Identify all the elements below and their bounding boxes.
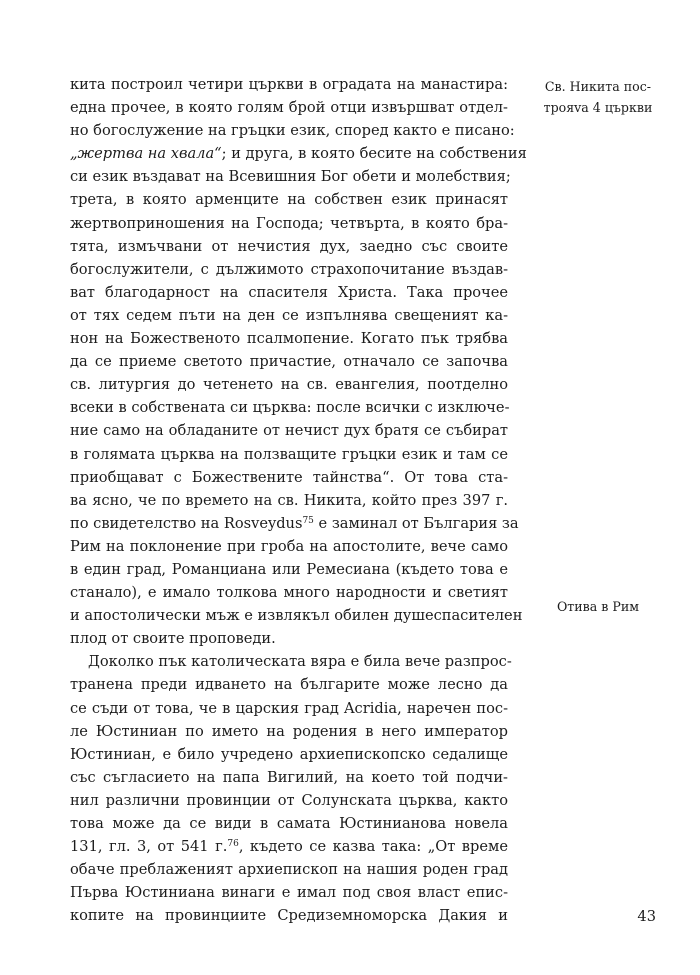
text-line: обаче преблаженият архиепископ на нашия роден град <box>70 861 508 879</box>
text-line: от тях седем пъти на ден се изпълнява свещеният ка- <box>70 306 508 324</box>
text-span: е заминал от България за <box>313 514 519 532</box>
text-line: и апостолически мъж е извлякъл обилен душеспасителен <box>70 607 523 625</box>
text-line: да се приеме светото причастие, отначало се започва <box>70 353 508 371</box>
text-line: станало), е имало толкова много народности и светият <box>70 584 508 602</box>
footnote-ref-76[interactable]: 76 <box>227 839 239 850</box>
text-line: Рим на поклонение при гроба на апостолите, вече само <box>70 537 508 555</box>
margin-note-line: Отива в Рим <box>556 599 640 614</box>
text-line: със съгласието на папа Вигилий, на което той подчи- <box>70 768 508 786</box>
text-line <box>70 835 508 858</box>
text-line: си език въздават на Всевишния Бог обети и молебствия; <box>70 168 511 186</box>
text-line: тята, измъчвани от нечистия дух, заедно със своите <box>70 237 508 255</box>
text-line: приобщават с Божествените тайнства“. От това ста- <box>70 468 508 486</box>
text-line: всеки в собствената си църква: после всички с изключе- <box>70 399 510 417</box>
text-line: в един град, Романциана или Ремесиана (където това е <box>70 560 508 578</box>
margin-note-line: трояva 4 църкви <box>543 100 653 115</box>
text-line: това може да се види в самата Юстинианова новела <box>70 815 508 832</box>
text-line: ват благодарност на спасителя Христа. Така прочее <box>70 283 508 301</box>
text-span: , където се казва така: „От време <box>238 838 508 856</box>
quote-italic: „жертва на хвала“ <box>70 145 222 163</box>
text-line: но богослужение на гръцки език, според както е писано: <box>70 122 515 140</box>
margin-note-line: Св. Никита пос- <box>544 79 652 94</box>
text-line: св. литургия до четенето на св. евангелия, поотделно <box>70 376 508 394</box>
text-line: се съди от това, че в царския град Acridia, наречен пос- <box>70 699 508 717</box>
text-line: ва ясно, че по времето на св. Никита, който през 397 г. <box>70 491 508 509</box>
text-line <box>70 142 527 165</box>
text-line: една прочее, в която голям брой отци извършват отдел- <box>70 99 508 117</box>
footnote-ref-75[interactable]: 75 <box>302 515 314 526</box>
text-line: копите на провинциите Средиземноморска Дакия и <box>70 907 508 925</box>
text-line: нил различни провинции от Солунската църква, както <box>70 791 508 809</box>
text-line: Първа Юстиниана винаги е имал под своя власт епис- <box>70 884 508 902</box>
margin-note-nikita-churches <box>524 76 672 118</box>
text-line: трета, в която арменците на собствен език принасят <box>70 191 508 209</box>
text-line: ние само на обладаните от нечист дух братя се събират <box>70 422 508 440</box>
page-number: 43 <box>637 908 656 925</box>
text-line: Доколко пък католическата вяра е била вече разпрос- <box>88 653 512 671</box>
paragraph-1 <box>70 73 527 650</box>
text-line: транена преди идването на българите може лесно да <box>70 676 508 694</box>
text-line: жертвоприношения на Господа; четвърта, в която бра- <box>70 214 508 232</box>
text-line: нон на Божественото псалмопение. Когато пък трябва <box>70 330 508 348</box>
text-line: Юстиниан, е било учредено архиепископско седалище <box>70 745 508 763</box>
text-line: плод от своите проповеди. <box>70 630 276 648</box>
text-line: богослужители, с дължимото страхопочитание въздав- <box>70 260 508 278</box>
text-span: ; и друга, в която бесите на собствения <box>221 145 527 163</box>
text-line: в голямата църква на ползващите гръцки език и там се <box>70 445 508 463</box>
paragraph-2 <box>70 650 512 927</box>
text-span: по свидетелство на Rosveydus <box>70 514 303 532</box>
margin-note-rome <box>524 596 672 617</box>
main-text <box>70 73 527 927</box>
text-line: кита построил четири църкви в оградата на манастира: <box>70 76 508 93</box>
text-line: ле Юстиниан по името на родения в него император <box>70 722 508 740</box>
text-line <box>70 512 519 535</box>
text-span: 131, гл. 3, от 541 г. <box>70 838 228 856</box>
